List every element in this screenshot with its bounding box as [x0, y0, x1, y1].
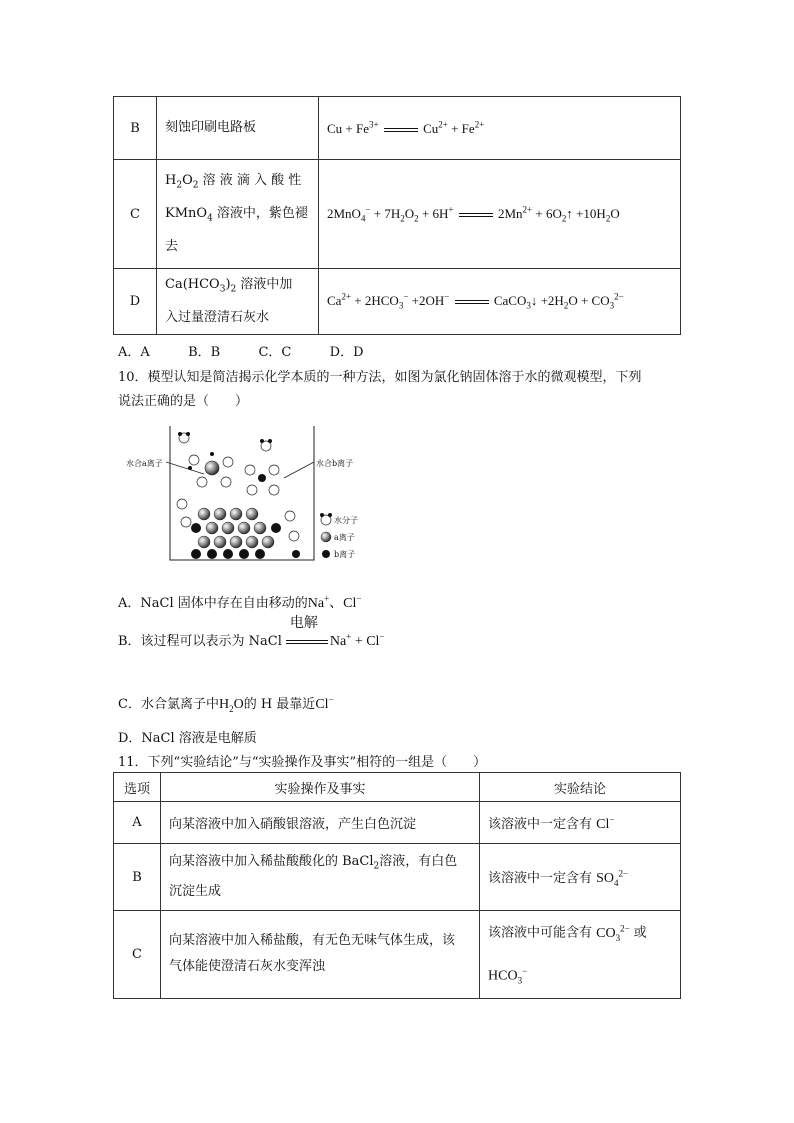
row-operation: 向某溶液中加入硝酸银溶液，产生白色沉淀	[161, 802, 480, 844]
water-molecule	[247, 485, 257, 495]
equation-text: $2MnO_4^- + 7H_2O_2 + 6H^+$ $2Mn^{2+}$ + $6O_2↑ +10H_2O$	[327, 204, 620, 224]
label-hydrated-a-ion: 水合a离子	[126, 459, 163, 468]
pointer-line-left	[166, 462, 204, 474]
concl-line: $HCO_3^-$	[488, 966, 528, 986]
row-description	[157, 160, 319, 269]
water-molecule	[177, 499, 187, 509]
water-molecule	[189, 455, 199, 465]
option-c-mid: 的 H 最靠近	[243, 697, 316, 712]
row-description: 刻蚀印刷电路板	[157, 97, 319, 160]
desc-line: $Ca(HCO_3)_2$ 溶液中加	[165, 277, 293, 295]
desc-line: $H_2O_2$ 溶 液 滴 入 酸 性	[165, 173, 302, 191]
h-atom	[268, 439, 272, 443]
water-molecule	[285, 511, 295, 521]
row-label: B	[114, 97, 157, 160]
table-row	[114, 97, 681, 160]
row-operation	[161, 911, 480, 999]
q10-stem-line2: 说法正确的是（ ）	[118, 394, 249, 409]
q10-stem-line1: 10．模型认知是简洁揭示化学本质的一种方法，如图为氯化钠固体溶于水的微观模型，下列	[118, 370, 642, 385]
option-c[interactable]: C．C	[258, 345, 292, 360]
desc-line: 去	[165, 238, 179, 254]
row-label: B	[114, 844, 161, 911]
water-molecule	[289, 531, 299, 541]
water-molecule	[181, 517, 191, 527]
header-operation: 实验操作及事实	[161, 773, 480, 802]
h-atom	[292, 550, 300, 558]
q10-option-b[interactable]	[118, 615, 385, 650]
pointer-line-right	[284, 462, 314, 478]
crystal-lattice	[191, 508, 281, 559]
h-atom	[186, 432, 190, 436]
desc-line: KMnO$_4$ 溶液中，紫色褪	[165, 206, 308, 224]
label-hydrated-b-ion: 水合b离子	[316, 459, 354, 468]
legend-a-ion: a离子	[334, 533, 355, 542]
option-c-text: C．水合氯离子中	[118, 697, 219, 712]
table-row	[114, 911, 681, 999]
row-label: C	[114, 160, 157, 269]
q10-option-d[interactable]: D．NaCl 溶液是电解质	[118, 731, 257, 746]
legend-a-ion-icon	[321, 532, 331, 542]
table-row	[114, 802, 681, 844]
row-label: C	[114, 911, 161, 999]
row-operation	[161, 844, 480, 911]
reaction-arrow	[284, 615, 328, 649]
row-label: A	[114, 802, 161, 844]
h-atom	[188, 466, 192, 470]
legend-b-ion: b离子	[334, 550, 356, 559]
table-row	[114, 844, 681, 911]
row-equation	[319, 97, 681, 160]
water-molecule	[197, 477, 207, 487]
h-atom	[178, 432, 182, 436]
desc-line: 入过量澄清石灰水	[165, 309, 270, 325]
b-ion	[258, 474, 266, 482]
ion-formula: Na+、Cl−	[307, 593, 362, 611]
equation-text: $Cu + Fe^{3+}$ $Cu^{2+} + Fe^{2+}$	[327, 119, 485, 136]
h-atom	[260, 439, 264, 443]
q11-stem: 11．下列“实验结论”与“实验操作及事实”相符的一组是（ ）	[118, 755, 487, 770]
water-formula: $H_2O$	[218, 697, 244, 714]
row-equation	[319, 269, 681, 335]
question-11-table	[113, 772, 681, 999]
row-conclusion: 该溶液中一定含有 Cl−	[480, 802, 681, 844]
water-molecule	[269, 485, 279, 495]
nacl-dissolution-figure	[124, 424, 374, 564]
row-conclusion	[480, 911, 681, 999]
row-label: D	[114, 269, 157, 335]
water-molecule	[221, 477, 231, 487]
legend-b-ion-icon	[322, 550, 330, 558]
header-option: 选项	[114, 773, 161, 802]
option-d[interactable]: D．D	[329, 345, 364, 360]
option-b[interactable]: B．B	[188, 345, 221, 360]
products: Na+ + Cl−	[329, 631, 385, 649]
row-description	[157, 269, 319, 335]
header-row	[114, 773, 681, 802]
h-atom	[210, 452, 214, 456]
q10-option-a[interactable]	[118, 592, 361, 612]
water-molecule	[223, 457, 233, 467]
op-line: 气体能使澄清石灰水变浑浊	[169, 959, 326, 975]
a-ion	[205, 461, 219, 475]
table-row	[114, 160, 681, 269]
header-conclusion: 实验结论	[480, 773, 681, 802]
condition-text: 电解	[289, 615, 318, 631]
equation-text: $Ca^{2+} + 2HCO_3^- +2OH^-$ CaCO$_3$↓ $+2H_2O + CO_3^{2-}$	[327, 292, 624, 311]
option-a[interactable]: A．A	[118, 345, 150, 360]
op-line: 向某溶液中加入稀盐酸酸化的 BaCl$_2$溶液，有白色	[169, 853, 458, 872]
op-line: 向某溶液中加入稀盐酸，有无色无味气体生成，该	[169, 933, 456, 949]
q10-option-c[interactable]	[118, 693, 334, 714]
chloride-ion: Cl−	[315, 694, 334, 712]
legend-water: 水分子	[334, 516, 358, 525]
molecular-model-svg	[124, 424, 374, 564]
row-equation	[319, 160, 681, 269]
concl-line: 该溶液中可能含有 $CO_3^{2-}$ 或	[488, 923, 647, 943]
row-conclusion: 该溶液中一定含有 $SO_4^{2-}$	[480, 844, 681, 911]
water-molecule	[269, 465, 279, 475]
q9-options	[118, 341, 364, 360]
question-9-table	[113, 96, 681, 335]
table-row	[114, 269, 681, 335]
op-line: 沉淀生成	[169, 884, 222, 900]
option-b-text: B．该过程可以表示为 NaCl	[118, 634, 282, 649]
option-a-text: A．NaCl 固体中存在自由移动的	[118, 596, 308, 611]
water-molecule	[245, 465, 255, 475]
